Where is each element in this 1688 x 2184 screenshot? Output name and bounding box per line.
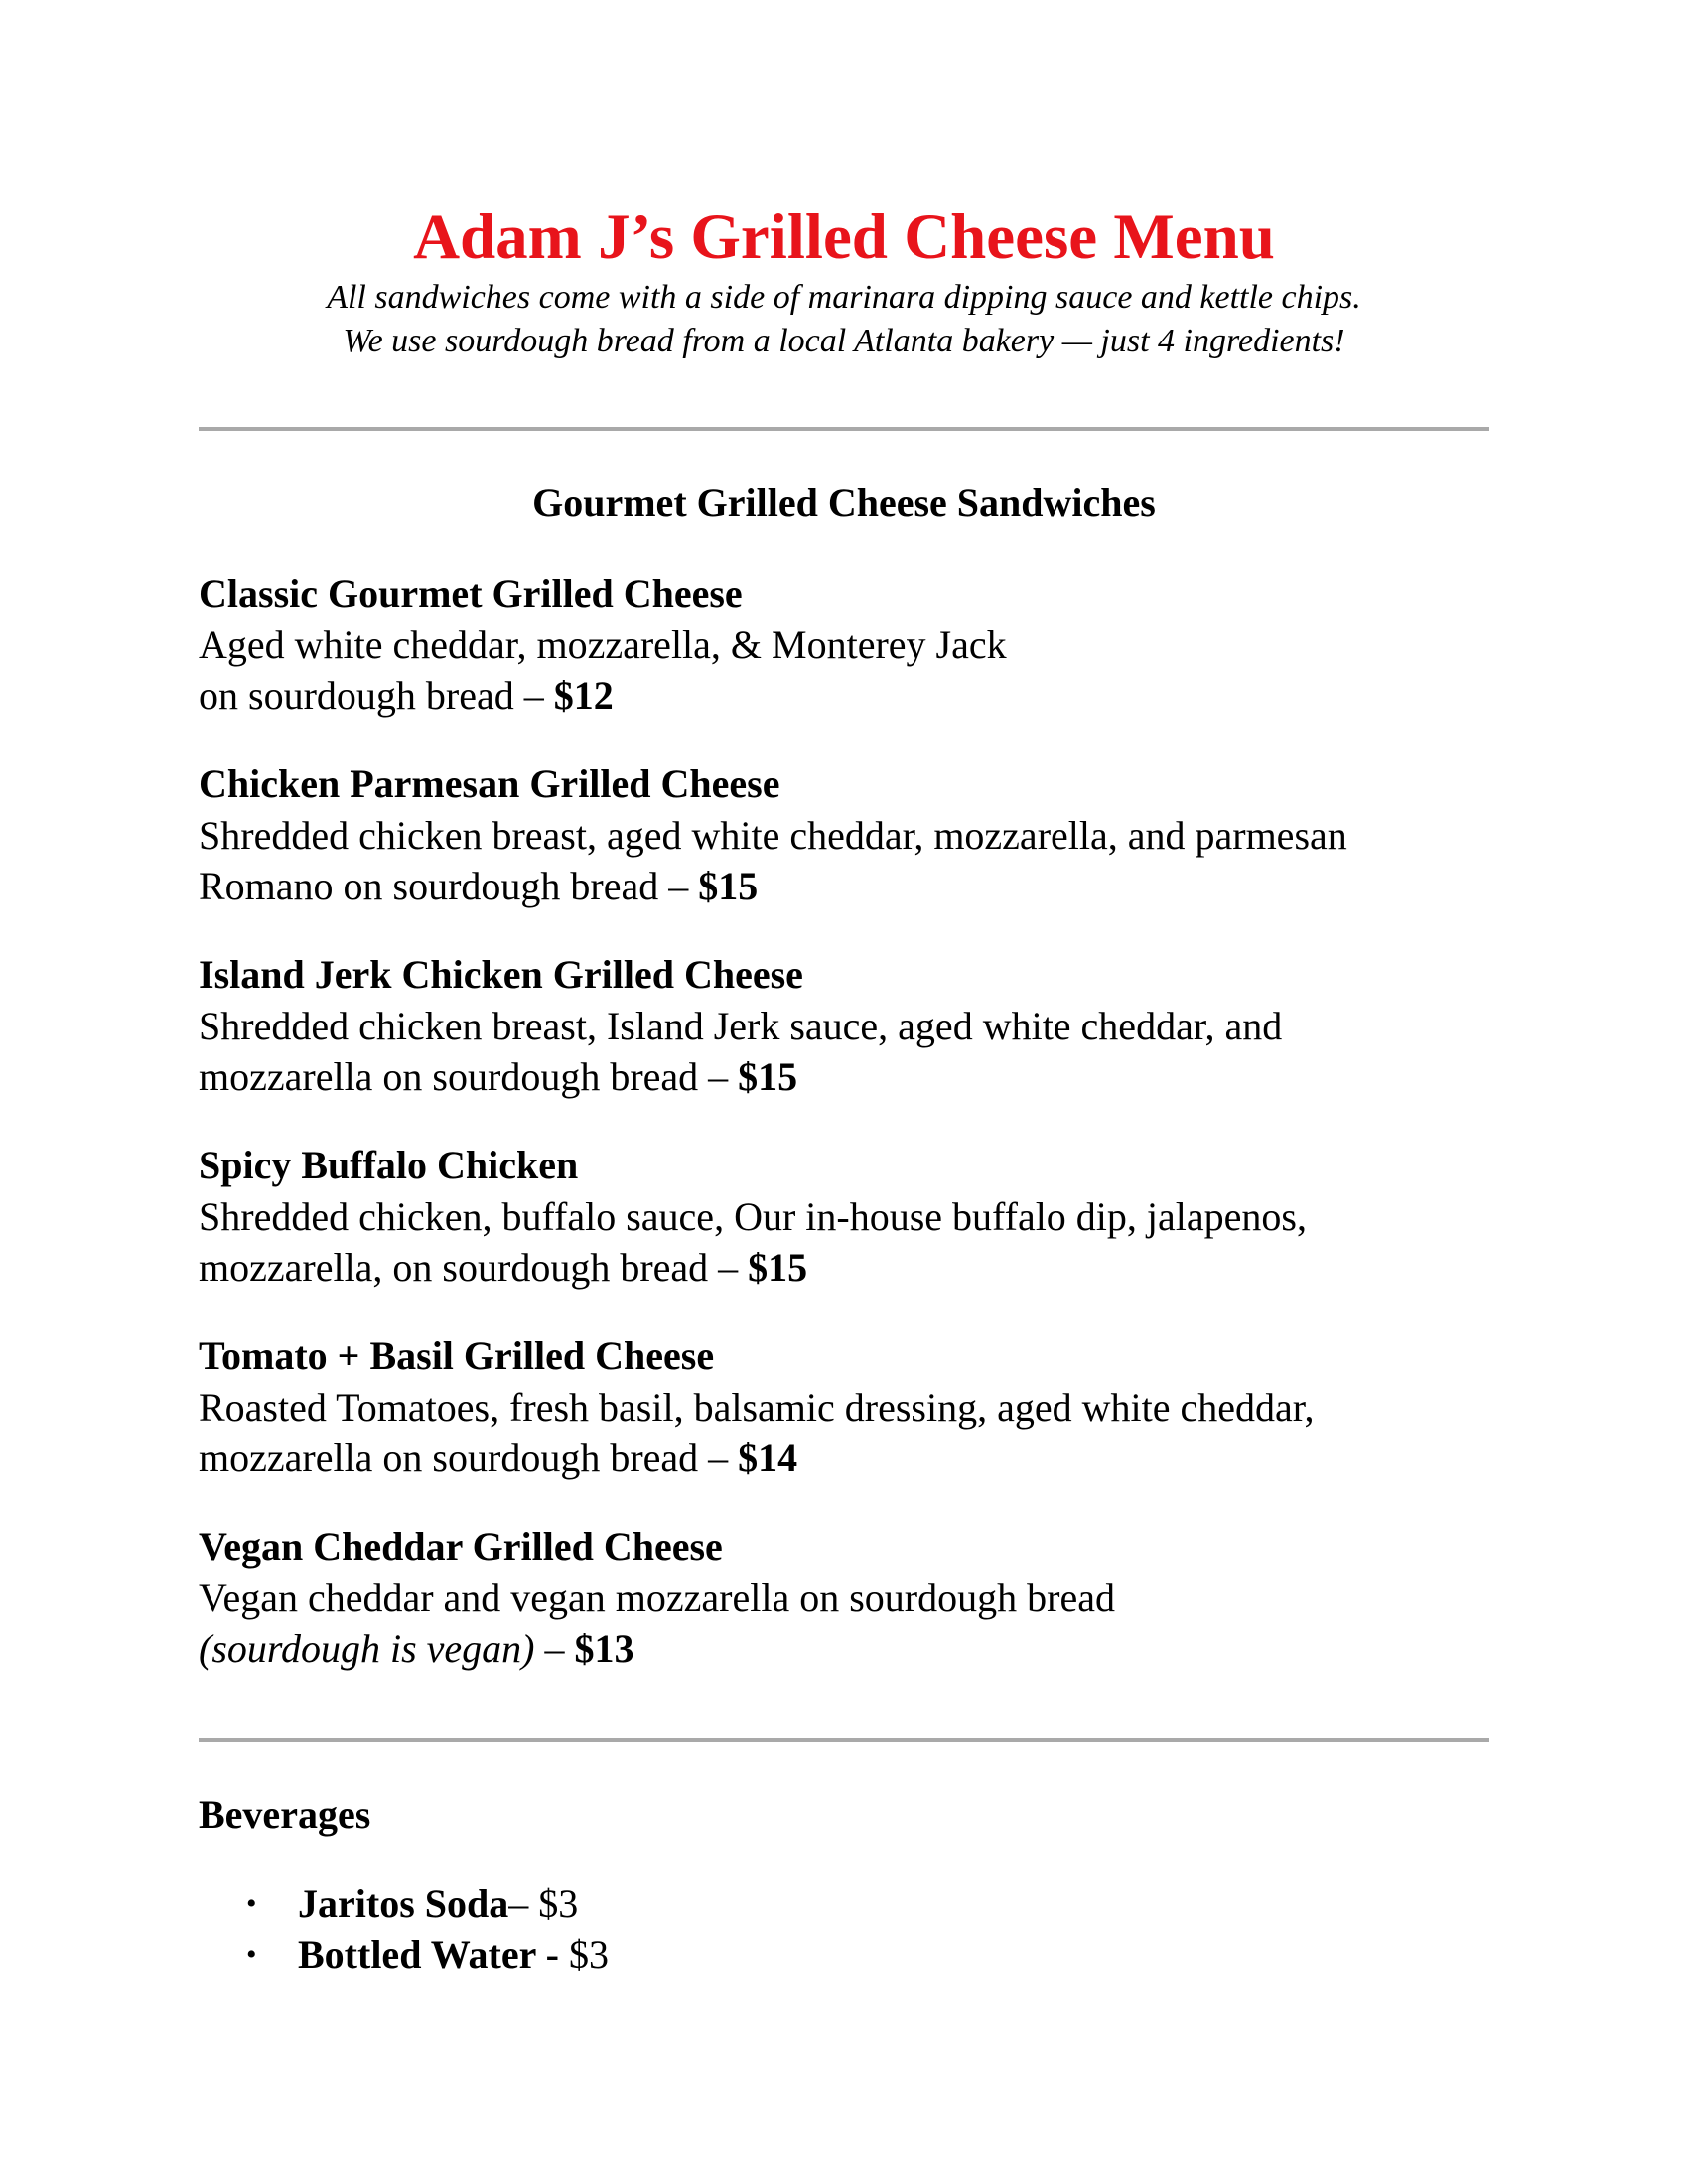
beverage-separator: –: [508, 1881, 539, 1926]
item-price-line: [199, 1242, 1509, 1293]
beverage-name: Bottled Water: [298, 1932, 536, 1977]
menu-item-tomato-basil: [199, 1330, 1509, 1521]
item-price: $15: [698, 864, 759, 908]
beverage-separator: -: [535, 1932, 569, 1977]
list-item-jaritos-soda: [199, 1878, 609, 1929]
menu-item-vegan-cheddar: [199, 1521, 1509, 1711]
item-name: Classic Gourmet Grilled Cheese: [199, 571, 743, 615]
item-price: $15: [748, 1245, 808, 1290]
item-price-line: [199, 1623, 1509, 1674]
item-name: Chicken Parmesan Grilled Cheese: [199, 761, 780, 806]
item-description-end: mozzarella on sourdough bread –: [199, 1054, 739, 1099]
menu-item-spicy-buffalo: [199, 1140, 1509, 1330]
beverage-list: [199, 1878, 609, 1979]
menu-item-chicken-parmesan: [199, 758, 1509, 949]
item-price-line: [199, 861, 1509, 911]
divider-top: [199, 427, 1489, 431]
item-description: Shredded chicken breast, Island Jerk sauce, aged white cheddar, and: [199, 1004, 1283, 1048]
item-description: Shredded chicken, buffalo sauce, Our in-house buffalo dip, jalapenos,: [199, 1194, 1307, 1239]
item-price: $15: [738, 1054, 798, 1099]
bullet-icon: •: [246, 1938, 257, 1971]
divider-bottom: [199, 1738, 1489, 1742]
beverage-price: $3: [538, 1881, 579, 1926]
beverage-price: $3: [568, 1932, 609, 1977]
item-price: $12: [553, 673, 614, 718]
bullet-icon: •: [246, 1887, 257, 1920]
item-price: $14: [738, 1435, 798, 1480]
sandwich-list: [199, 568, 1509, 1711]
item-description: Roasted Tomatoes, fresh basil, balsamic dressing, aged white cheddar,: [199, 1385, 1315, 1430]
item-description-end: mozzarella on sourdough bread –: [199, 1435, 739, 1480]
menu-header: [199, 199, 1489, 363]
vegan-note: (sourdough is vegan): [199, 1626, 535, 1671]
item-description: Vegan cheddar and vegan mozzarella on sourdough bread: [199, 1575, 1115, 1620]
item-name: Tomato + Basil Grilled Cheese: [199, 1333, 715, 1378]
item-name: Island Jerk Chicken Grilled Cheese: [199, 952, 803, 997]
item-description-end: Romano on sourdough bread –: [199, 864, 699, 908]
beverages-heading: Beverages: [199, 1792, 371, 1837]
item-price: $13: [574, 1626, 634, 1671]
item-description: Aged white cheddar, mozzarella, & Monterey Jack: [199, 622, 1007, 667]
sandwiches-heading: Gourmet Grilled Cheese Sandwiches: [532, 480, 1156, 525]
item-description-end: on sourdough bread –: [199, 673, 554, 718]
menu-title: Adam J’s Grilled Cheese Menu: [413, 202, 1275, 273]
item-description-end: –: [534, 1626, 575, 1671]
item-price-line: [199, 670, 1509, 721]
list-item-bottled-water: [199, 1929, 609, 1979]
item-name: Vegan Cheddar Grilled Cheese: [199, 1524, 723, 1569]
item-price-line: [199, 1433, 1509, 1483]
beverage-name: Jaritos Soda: [298, 1881, 509, 1926]
intro-line-bread: We use sourdough bread from a local Atlanta bakery — just 4 ingredients!: [343, 323, 1345, 359]
item-price-line: [199, 1051, 1509, 1102]
menu-item-classic: [199, 568, 1509, 758]
item-description: Shredded chicken breast, aged white cheddar, mozzarella, and parmesan: [199, 813, 1347, 858]
intro-line-sides: All sandwiches come with a side of marinara dipping sauce and kettle chips.: [327, 279, 1361, 316]
item-description-end: mozzarella, on sourdough bread –: [199, 1245, 749, 1290]
menu-item-island-jerk: [199, 949, 1509, 1140]
item-name: Spicy Buffalo Chicken: [199, 1143, 579, 1187]
